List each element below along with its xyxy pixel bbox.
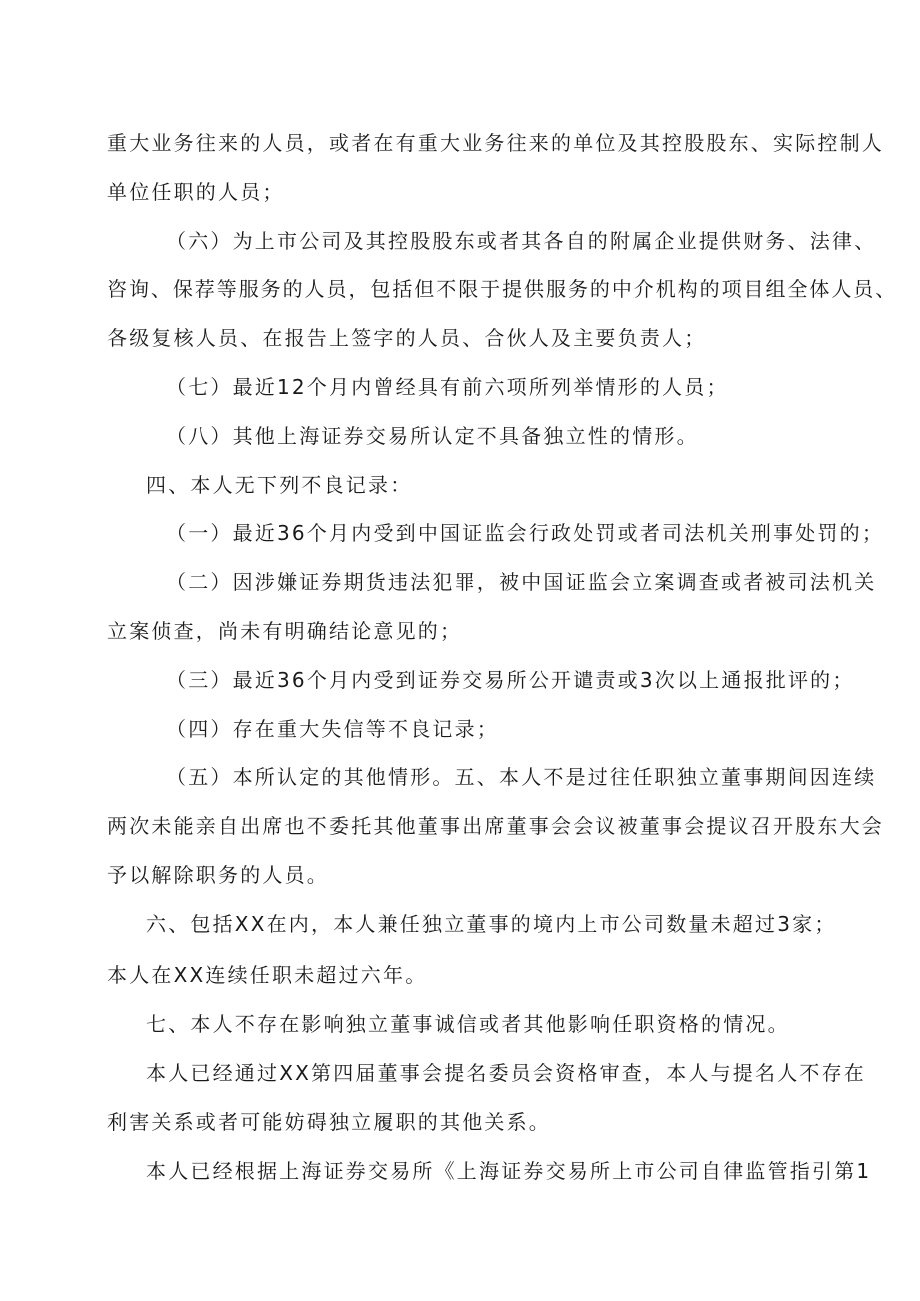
text-line: 重大业务往来的人员，或者在有重大业务往来的单位及其控股股东、实际控制人 [107, 131, 884, 155]
text-line: 各级复核人员、在报告上签字的人员、合伙人及主要负责人； [107, 326, 707, 350]
text-line: 两次未能亲自出席也不委托其他董事出席董事会会议被董事会提议召开股东大会 [107, 814, 884, 838]
text-line: （七）最近12个月内曾经具有前六项所列举情形的人员； [166, 375, 729, 399]
text-line: 予以解除职务的人员。 [107, 863, 329, 887]
text-line: （二）因涉嫌证券期货违法犯罪，被中国证监会立案调查或者被司法机关 [166, 570, 877, 594]
text-line: 单位任职的人员； [107, 180, 285, 204]
text-line: 六、包括XX在内，本人兼任独立董事的境内上市公司数量未超过3家； [146, 912, 837, 936]
text-line: （六）为上市公司及其控股股东或者其各自的附属企业提供财务、法律、 [166, 229, 877, 253]
text-line: 咨询、保荐等服务的人员，包括但不限于提供服务的中介机构的项目组全体人员、 [107, 277, 898, 301]
text-line: （四）存在重大失信等不良记录； [166, 717, 499, 741]
text-line: 利害关系或者可能妨碍独立履职的其他关系。 [107, 1110, 551, 1134]
text-line: 七、本人不存在影响独立董事诚信或者其他影响任职资格的情况。 [146, 1012, 790, 1036]
text-line: （三）最近36个月内受到证券交易所公开谴责或3次以上通报批评的； [166, 668, 855, 692]
text-line: 本人在XX连续任职未超过六年。 [107, 963, 428, 987]
text-line: 本人已经根据上海证券交易所《上海证券交易所上市公司自律监管指引第1 [146, 1159, 872, 1183]
text-line: 本人已经通过XX第四届董事会提名委员会资格审查，本人与提名人不存在 [146, 1061, 867, 1085]
text-line: （八）其他上海证券交易所认定不具备独立性的情形。 [166, 424, 699, 448]
text-line: （五）本所认定的其他情形。五、本人不是过往任职独立董事期间因连续 [166, 765, 877, 789]
text-line: 立案侦查，尚未有明确结论意见的； [107, 619, 463, 643]
text-line: （一）最近36个月内受到中国证监会行政处罚或者司法机关刑事处罚的； [166, 521, 885, 545]
section-heading: 四、本人无下列不良记录： [146, 473, 413, 497]
